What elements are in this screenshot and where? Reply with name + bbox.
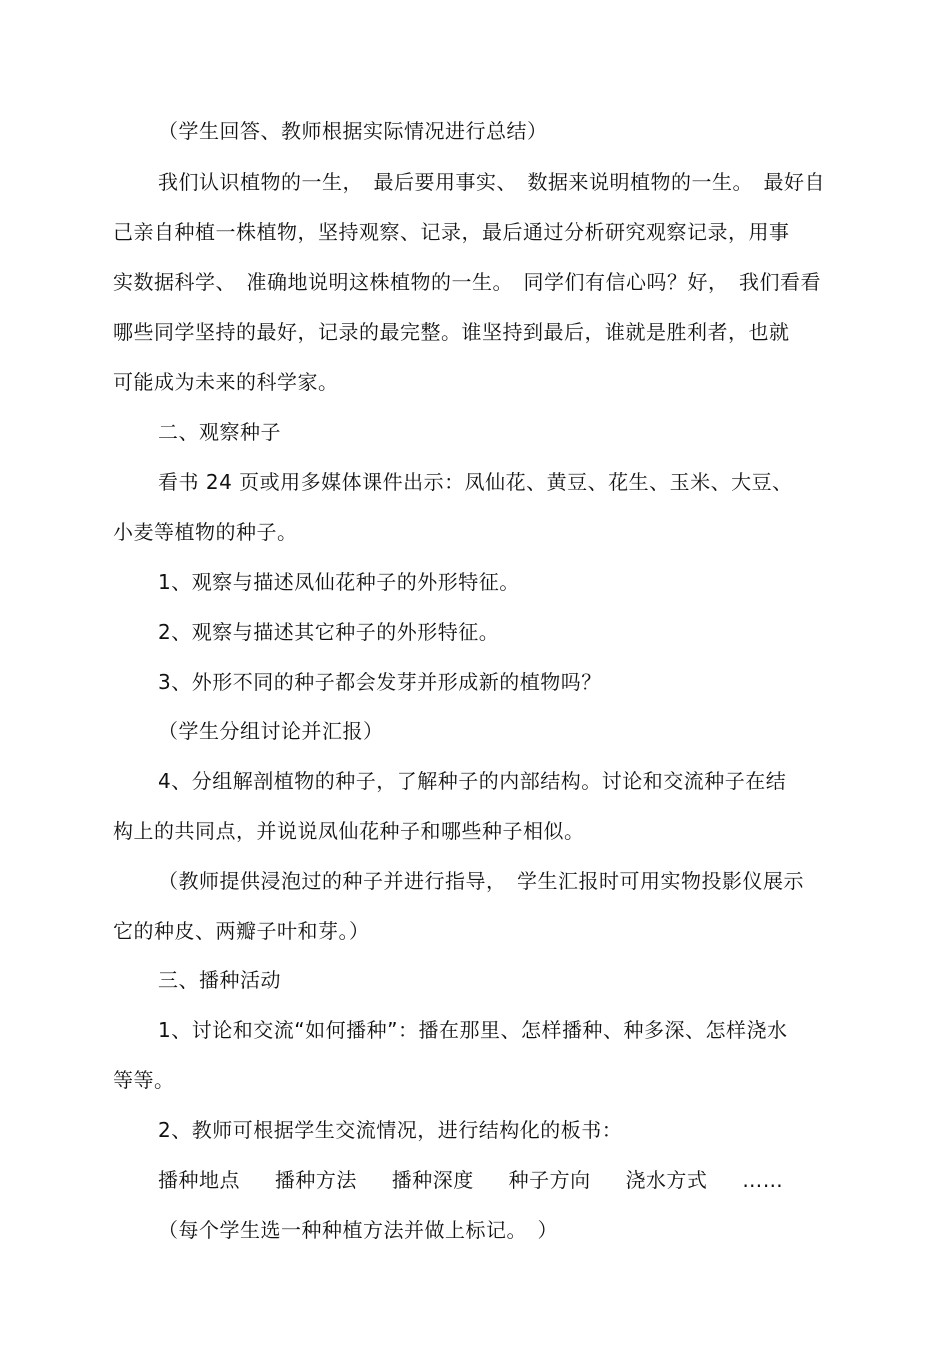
board-item: 播种方法 <box>274 1168 357 1192</box>
section-heading: 三、播种活动 <box>158 968 281 992</box>
board-item: 浇水方式 <box>625 1168 708 1192</box>
text-line: 小麦等植物的种子。 <box>113 520 298 544</box>
list-item: 4、分组解剖植物的种子，了解种子的内部结构。讨论和交流种子在结 <box>158 769 787 793</box>
text-line: 我们认识植物的一生， 最后要用事实、 数据来说明植物的一生。 最好自 <box>158 170 825 194</box>
board-item-ellipsis: …… <box>742 1168 784 1192</box>
list-item: 1、观察与描述凤仙花种子的外形特征。 <box>158 570 520 594</box>
list-item: 1、讨论和交流“如何播种”：播在那里、怎样播种、种多深、怎样浇水 <box>158 1018 788 1042</box>
text-line: 构上的共同点，并说说凤仙花种子和哪些种子相似。 <box>113 819 585 843</box>
list-item: 3、外形不同的种子都会发芽并形成新的植物吗？ <box>158 670 602 694</box>
text-line: 哪些同学坚持的最好，记录的最完整。谁坚持到最后，谁就是胜利者，也就 <box>113 320 790 344</box>
list-item: 2、观察与描述其它种子的外形特征。 <box>158 620 500 644</box>
list-item: 2、教师可根据学生交流情况，进行结构化的板书： <box>158 1118 623 1142</box>
board-item: 播种深度 <box>391 1168 474 1192</box>
text-line: 实数据科学、 准确地说明这株植物的一生。 同学们有信心吗？好， 我们看看 <box>113 270 821 294</box>
board-item: 播种地点 <box>158 1168 240 1192</box>
text-line: 等等。 <box>113 1068 175 1092</box>
text-line: 己亲自种植一株植物，坚持观察、记录，最后通过分析研究观察记录，用事 <box>113 220 790 244</box>
text-line: 它的种皮、两瓣子叶和芽。） <box>113 919 370 943</box>
text-line: （教师提供浸泡过的种子并进行指导， 学生汇报时可用实物投影仪展示 <box>158 869 804 893</box>
board-item: 种子方向 <box>508 1168 591 1192</box>
board-items-row <box>158 1167 783 1193</box>
text-line: （每个学生选一种种植方法并做上标记。 ） <box>158 1218 558 1242</box>
text-line: （学生回答、教师根据实际情况进行总结） <box>158 119 548 143</box>
text-line: 看书 24 页或用多媒体课件出示：凤仙花、黄豆、花生、玉米、大豆、 <box>158 470 793 494</box>
text-line: （学生分组讨论并汇报） <box>158 719 384 743</box>
text-line: 可能成为未来的科学家。 <box>113 370 339 394</box>
section-heading: 二、观察种子 <box>158 420 281 444</box>
